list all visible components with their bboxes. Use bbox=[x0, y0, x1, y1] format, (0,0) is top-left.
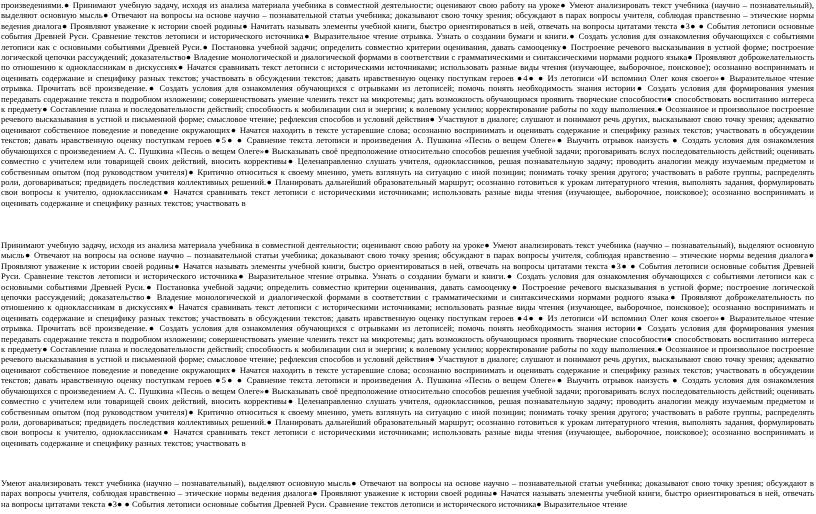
paragraph-2: Принимают учебную задачу, исходя из анализа материала учебника в совместной деятельности; оценивают свою работу на уроке● Умеют анализировать текст учебника (научно – познавательный), выделяют основную мысль● Отвечают на вопросы на основе научно – познавательной статьи учебника; доказывают свою точку зрения; обсуждают в парах вопросы учителя, соблюдая нравственно – этические нормы ведения диалога● Проявляют уважение к истории своей родины● Начатся называть элементы учебной книги, быстро ориентироваться в ней, отвечать на вопросы цитатами текста ●3● ● События летописи основные события Древней Руси. Сравнение текстов летописи и исторического источника● Выразительное чтение отрывка. Узнать о создании бумаги и книги.● Создать условия для ознакомления обучающихся с событиями летописи как с основными событиями Древней Руси.● Постановка учебной задачи; определить совместно критерии оценивания, давать самооценку● Построение речевого высказывания в устной форме; построение логической цепочки рассуждений; доказательство● Владение монологической и диалогической формами в соответствии с грамматическими и синтаксическими нормами родного языка● Проявляют доброжелательность по отношению к одноклассникам в дискуссиях● Начатся сравнивать текст летописи с историческими источниками; использовать разные виды чтения (изучающее, выборочное, поисковое); осознанно воспринимать и оценивать содержание и специфику разных текстов; участвовать в обсуждении текстов; давать нравственную оценку поступкам героев ●4● ● Из летописи «И вспомнил Олег коня своего»● Выразительное чтение отрывка. Прочитать всё произведение.● Создать условия для ознакомления обучающихся с отрывками из летописей; помочь понять необходимость знания истории● Создать условия для формирования умения передавать содержание текста в подробном изложении; совершенствовать умение членить текст на микротемы; дать возможность обучающимся проявить творческие способности● способствовать воспитанию интереса к предмету● Составление плана и последовательности действий; способность к мобилизации сил и энергии; к волевому усилию; корректирование работы по ходу выполнения.● Осознанное и произвольное построение речевого высказывания в устной и письменной форме; смысловое чтение; рефлексия способов и условий действия● Участвуют в диалоге; слушают и понимают речь других, высказывают свою точку зрения; адекватно оценивают собственное поведение и поведение окружающих● Начатся находить в тексте устаревшие слова; осознанно воспринимать и оценивать содержание и специфику разных текстов; участвовать в обсуждении текстов; давать нравственную оценку поступкам героев ●5● ● Сравнение текста летописи и произведения А. Пушкина «Песнь о вещем Олеге»● Выучить отрывок наизусть ● Создать условия для ознакомления обучающихся с произведением А. С. Пушкина «Песнь о вещем Олеге»● Высказывать своё предположение относительно способов решения учебной задачи; проговаривать вслух последовательность действий; оценивать совместно с учителем или товарищей своих действий, вносить коррективы● Целенаправленно слушать учителя, одноклассников, решая познавательную задачу; проводить аналогии между изучаемым предметом и собственным опытом (под руководством учителя)● Критично относиться к своему мнению, уметь взглянуть на ситуацию с иной позиции; понимать точку зрения другого; участвовать в работе группы, распределять роли, договариваться; предвидеть последствия коллективных решений.● Планировать дальнейший образовательный маршрут; осознанно готовиться к урокам литературного чтения, выполнять задания, формулировать свои вопросы к учителю, одноклассникам● Начатся сравнивать текст летописи с историческими источниками; использовать разные виды чтения (изучающее, выборочное, поисковое); осознанно воспринимать и оценивать содержание и специфику разных текстов; участвовать в bbox=[1, 240, 814, 448]
paragraph-1: произведениями.● Принимают учебную задачу, исходя из анализа материала учебника в совместной деятельности; оценивают свою работу на уроке● Умеют анализировать текст учебника (научно – познавательный), выделяют основную мысль● Отвечают на вопросы на основе научно – познавательной статьи учебника; доказывают свою точку зрения; обсуждают в парах вопросы учителя, соблюдая правственно – этические нормы ведения диалога● Проявляют уважение к истории своей родины● Начитать называть элементы учебной книги, быстро ориентироваться в ней, отвечать на вопросы цитатами текста ●3● ● События летописи основные события Древней Руси. Сравнение текстов летописи и исторического источника● Выразительное чтение отрывка. Узнать о создании бумаги и книги.● Создать условия для ознакомления обучающихся с событиями летописи как с основными событиями Древней Руси.● Постановка учебной задачи; определить совместно критерии оценивания, давать самооценку● Построение речевого высказывания в устной форме; построение логической цепочки рассуждений; доказательство● Владение монологической и диалогической формами в соответствии с грамматическими и синтаксическими нормами родного языка● Проявляют доброжелательность по отношению к одноклассникам в дискуссиях● Начатся сравнивать текст летописи с историческими источниками; использовать разные виды чтения (изучающее, выборочное, поисковое); осознанно воспринимать и оценивать содержание и специфику разных текстов; участвовать в обсуждении текстов; давать нравственную оценку поступкам героев ●4● ● Из летописи «И вспомнил Олег коня своего»● Выразительное чтение отрывка. Прочитать всё произведение.● Создать условия для ознакомления обучающихся с отрывками из летописей; помочь понять необходимость знания истории● Создать условия для формирования умения передавать содержание текста в подробном изложении; совершенствовать умение членить текст на микротемы; дать возможность обучающимся проявить творческие способности● способствовать воспитанию интереса к предмету● Составление плана и последовательности действий; способность к мобилизации сил и энергии; к волевому усилию; корректирование работы по ходу выполнения.● Осознанное и произвольное построение речевого высказывания в устной и письменной форме; смысловое чтение; рефлексия способов и условий действия● Участвуют в диалоге; слушают и понимают речь других, высказывают свою точку зрения; адекватно оценивают собственное поведение и поведение окружающих● Начатся находить в тексте устаревшие слова; осознанно воспринимать и оценивать содержание и специфику разных текстов; участвовать в обсуждении текстов; давать нравственную оценку поступкам героев ●5● ● Сравнение текста летописи и произведения А. Пушкина «Песнь о вещем Олеге»● Выучить отрывок наизусть ● Создать условия для ознакомления обучающихся с произведением А. С. Пушкина «Песнь о вещем Олеге»● Высказывать своё предположение относительно способов решения учебной задачи; проговаривать вслух последовательность действий; оценивать совместно с учителем или товарищей своих действий, вносить коррективы● Целенаправленно слушать учителя, одноклассников, решая познавательную задачу; проводить аналогии между изучаемым предметом и собственным опытом (под руководством учителя)● Критично относиться к своему мнению, уметь взглянуть на ситуацию с иной позиции; понимать точку зрения другого; участвовать в работе группы, распределять роли, договариваться; предвидеть последствия коллективных решений.● Планировать дальнейший образовательный маршрут; осознанно готовиться к урокам литературного чтения, выполнять задания, формулировать свои вопросы к учителю, одноклассникам● Начатся сравнивать текст летописи с историческими источниками; использовать разные виды чтения (изучающее, выборочное, поисковое); осознанно воспринимать и оценивать содержание и специфику разных текстов; участвовать в bbox=[1, 0, 814, 208]
paragraph-3: Умеют анализировать текст учебника (научно – познавательный), выделяют основную мысль● Отвечают на вопросы на основе научно – познавательной статьи учебника; доказывают свою точку зрения; обсуждают в парах вопросы учителя, соблюдая нравственно – этические нормы ведения диалога● Проявляют уважение к истории своей родины● Начатся называть элементы учебной книги, быстро ориентироваться в ней, отвечать на вопросы цитатами текста ●3● ● События летописи основные события Древней Руси. Сравнение текстов летописи и исторического источника● Выразительное чтение bbox=[1, 478, 814, 509]
